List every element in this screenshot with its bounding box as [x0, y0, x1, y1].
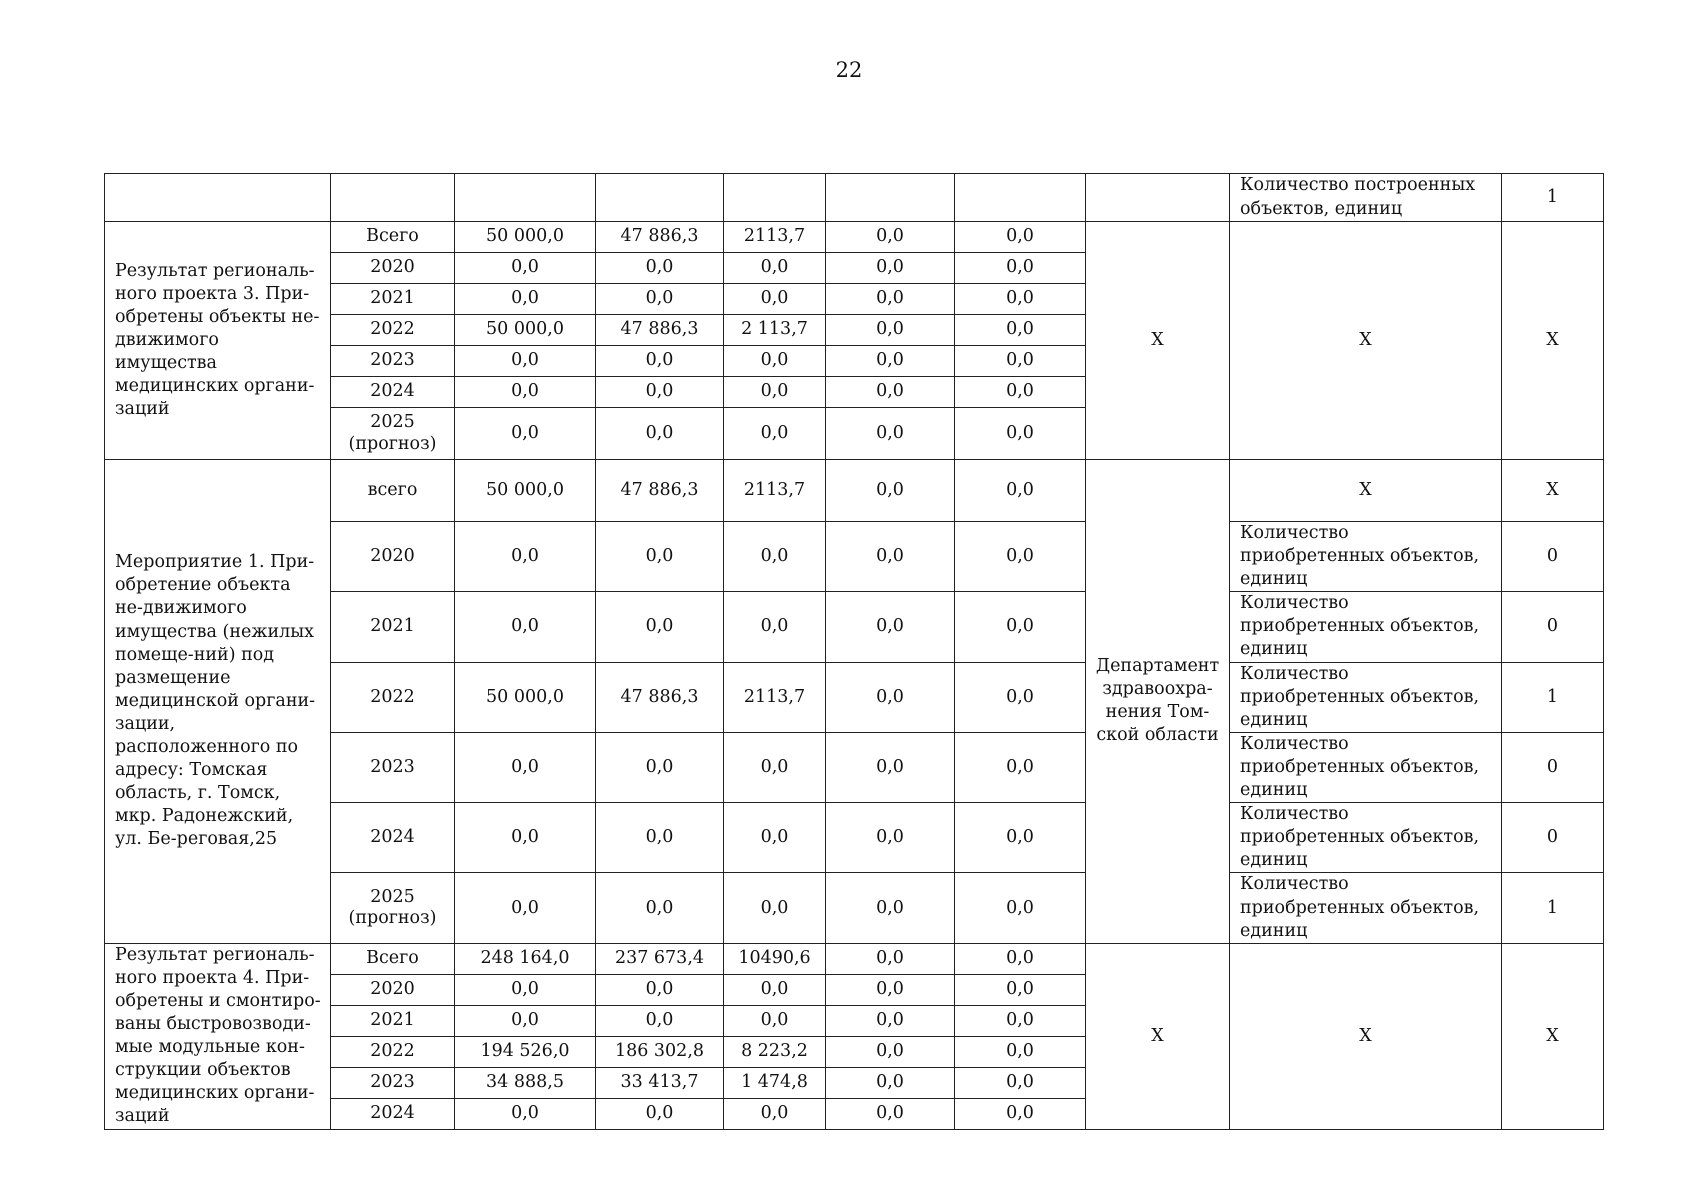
year-cell: 2023	[331, 1067, 455, 1098]
amount-cell: 8 223,2	[724, 1036, 826, 1067]
amount-cell: 0,0	[596, 284, 724, 315]
amount-cell: 0,0	[955, 1098, 1086, 1129]
indicator-cell: Количество приобретенных объектов, единиц	[1230, 592, 1502, 662]
amount-cell: 2 113,7	[724, 315, 826, 346]
amount-cell: 0,0	[826, 943, 955, 974]
indicator-cell: X	[1230, 943, 1502, 1129]
amount-cell: 0,0	[596, 873, 724, 943]
table-row	[105, 460, 1604, 522]
amount-cell: 186 302,8	[596, 1036, 724, 1067]
year-cell: Всего	[331, 943, 455, 974]
amount-cell: 10490,6	[724, 943, 826, 974]
indicator-value-cell: 0	[1502, 803, 1604, 873]
amount-cell: 0,0	[826, 974, 955, 1005]
table-row	[105, 222, 1604, 253]
amount-cell: 0,0	[955, 1036, 1086, 1067]
year-cell: 2020	[331, 522, 455, 592]
amount-cell: 0,0	[826, 1036, 955, 1067]
indicator-cell: X	[1230, 460, 1502, 522]
amount-cell: 0,0	[724, 873, 826, 943]
year-cell: Всего	[331, 222, 455, 253]
year-cell: 2025 (прогноз)	[331, 873, 455, 943]
amount-cell: 0,0	[955, 253, 1086, 284]
amount-cell: 0,0	[955, 732, 1086, 802]
year-cell: 2022	[331, 1036, 455, 1067]
executor-cell: X	[1086, 943, 1230, 1129]
amount-cell: 50 000,0	[455, 222, 596, 253]
amount-cell: 0,0	[455, 873, 596, 943]
amount-cell: 0,0	[955, 315, 1086, 346]
amount-cell: 0,0	[455, 1098, 596, 1129]
year-cell: 2021	[331, 1005, 455, 1036]
amount-cell: 0,0	[596, 377, 724, 408]
year-cell: 2023	[331, 732, 455, 802]
amount-cell: 248 164,0	[455, 943, 596, 974]
amount-cell: 0,0	[724, 1005, 826, 1036]
amount-cell: 0,0	[455, 377, 596, 408]
year-cell: 2023	[331, 346, 455, 377]
amount-cell: 0,0	[955, 222, 1086, 253]
indicator-cell: Количество приобретенных объектов, единиц	[1230, 662, 1502, 732]
empty-cell	[724, 174, 826, 222]
amount-cell: 0,0	[955, 1005, 1086, 1036]
amount-cell: 50 000,0	[455, 315, 596, 346]
amount-cell: 237 673,4	[596, 943, 724, 974]
amount-cell: 0,0	[596, 346, 724, 377]
amount-cell: 0,0	[455, 592, 596, 662]
year-cell: 2021	[331, 284, 455, 315]
amount-cell: 47 886,3	[596, 460, 724, 522]
amount-cell: 0,0	[724, 974, 826, 1005]
empty-cell	[331, 174, 455, 222]
year-cell: 2020	[331, 253, 455, 284]
amount-cell: 47 886,3	[596, 662, 724, 732]
indicator-value-cell: X	[1502, 460, 1604, 522]
amount-cell: 0,0	[955, 522, 1086, 592]
amount-cell: 0,0	[455, 284, 596, 315]
amount-cell: 0,0	[826, 346, 955, 377]
amount-cell: 0,0	[955, 592, 1086, 662]
year-cell: 2024	[331, 1098, 455, 1129]
amount-cell: 0,0	[455, 803, 596, 873]
amount-cell: 0,0	[955, 460, 1086, 522]
amount-cell: 0,0	[826, 732, 955, 802]
amount-cell: 0,0	[455, 408, 596, 460]
amount-cell: 0,0	[826, 1005, 955, 1036]
indicator-value-cell: X	[1502, 943, 1604, 1129]
amount-cell: 0,0	[955, 662, 1086, 732]
year-cell: 2024	[331, 377, 455, 408]
section-description: Результат региональ-ного проекта 3. При-обретены объекты не-движимого имущества медицинских органи-заций	[105, 222, 331, 460]
executor-cell: Департамент здравоохра-нения Том-ской области	[1086, 460, 1230, 944]
year-cell: 2025 (прогноз)	[331, 408, 455, 460]
amount-cell: 0,0	[724, 346, 826, 377]
section-description: Мероприятие 1. При-обретение объекта не-движимого имущества (нежилых помеще-ний) под размещение медицинской органи-зации, расположенного по адресу: Томская область, г. Томск, мкр. Радонежский, ул. Бе-реговая,25	[105, 460, 331, 944]
amount-cell: 0,0	[596, 803, 724, 873]
amount-cell: 0,0	[596, 522, 724, 592]
table-row	[105, 943, 1604, 974]
indicator-cell: Количество приобретенных объектов, единиц	[1230, 732, 1502, 802]
page-number: 22	[835, 58, 863, 82]
amount-cell: 0,0	[826, 1098, 955, 1129]
empty-cell	[455, 174, 596, 222]
amount-cell: 47 886,3	[596, 315, 724, 346]
amount-cell: 50 000,0	[455, 662, 596, 732]
amount-cell: 47 886,3	[596, 222, 724, 253]
empty-cell	[596, 174, 724, 222]
indicator-value-cell: 1	[1502, 662, 1604, 732]
amount-cell: 0,0	[826, 315, 955, 346]
amount-cell: 50 000,0	[455, 460, 596, 522]
amount-cell: 0,0	[724, 522, 826, 592]
indicator-value-cell: 0	[1502, 522, 1604, 592]
indicator-cell: Количество приобретенных объектов, единиц	[1230, 803, 1502, 873]
amount-cell: 0,0	[455, 346, 596, 377]
amount-cell: 0,0	[596, 1098, 724, 1129]
indicator-value-cell: 1	[1502, 174, 1604, 222]
amount-cell: 0,0	[455, 253, 596, 284]
amount-cell: 0,0	[596, 732, 724, 802]
year-cell: 2022	[331, 315, 455, 346]
indicator-cell: Количество приобретенных объектов, единиц	[1230, 873, 1502, 943]
amount-cell: 0,0	[724, 253, 826, 284]
amount-cell: 0,0	[455, 974, 596, 1005]
amount-cell: 0,0	[724, 592, 826, 662]
year-cell: 2021	[331, 592, 455, 662]
table-row	[105, 174, 1604, 222]
year-cell: 2024	[331, 803, 455, 873]
amount-cell: 0,0	[826, 522, 955, 592]
executor-cell: X	[1086, 222, 1230, 460]
amount-cell: 0,0	[724, 1098, 826, 1129]
amount-cell: 0,0	[724, 408, 826, 460]
amount-cell: 0,0	[596, 974, 724, 1005]
amount-cell: 0,0	[724, 732, 826, 802]
amount-cell: 0,0	[455, 522, 596, 592]
amount-cell: 0,0	[826, 284, 955, 315]
indicator-value-cell: 0	[1502, 592, 1604, 662]
year-cell: всего	[331, 460, 455, 522]
empty-cell	[826, 174, 955, 222]
year-cell: 2020	[331, 974, 455, 1005]
amount-cell: 0,0	[596, 592, 724, 662]
amount-cell: 34 888,5	[455, 1067, 596, 1098]
amount-cell: 0,0	[826, 253, 955, 284]
amount-cell: 0,0	[826, 377, 955, 408]
year-cell: 2022	[331, 662, 455, 732]
amount-cell: 0,0	[596, 253, 724, 284]
amount-cell: 0,0	[826, 873, 955, 943]
amount-cell: 0,0	[955, 803, 1086, 873]
amount-cell: 0,0	[955, 873, 1086, 943]
amount-cell: 0,0	[955, 1067, 1086, 1098]
amount-cell: 0,0	[955, 377, 1086, 408]
amount-cell: 0,0	[826, 1067, 955, 1098]
amount-cell: 0,0	[955, 346, 1086, 377]
amount-cell: 0,0	[826, 460, 955, 522]
amount-cell: 0,0	[826, 408, 955, 460]
empty-cell	[1086, 174, 1230, 222]
amount-cell: 0,0	[826, 803, 955, 873]
amount-cell: 0,0	[955, 974, 1086, 1005]
amount-cell: 0,0	[955, 408, 1086, 460]
amount-cell: 0,0	[455, 1005, 596, 1036]
amount-cell: 2113,7	[724, 662, 826, 732]
empty-cell	[955, 174, 1086, 222]
indicator-value-cell: 0	[1502, 732, 1604, 802]
amount-cell: 0,0	[724, 377, 826, 408]
amount-cell: 0,0	[955, 284, 1086, 315]
indicator-value-cell: 1	[1502, 873, 1604, 943]
amount-cell: 0,0	[455, 732, 596, 802]
amount-cell: 0,0	[724, 803, 826, 873]
amount-cell: 0,0	[724, 284, 826, 315]
amount-cell: 2113,7	[724, 460, 826, 522]
indicator-cell: X	[1230, 222, 1502, 460]
amount-cell: 0,0	[596, 1005, 724, 1036]
budget-table	[104, 173, 1604, 1130]
indicator-value-cell: X	[1502, 222, 1604, 460]
amount-cell: 1 474,8	[724, 1067, 826, 1098]
empty-cell	[105, 174, 331, 222]
section-description: Результат региональ-ного проекта 4. При-обретены и смонтиро-ваны быстровозводи-мые модульные кон-струкции объектов медицинских органи-заций	[105, 943, 331, 1129]
amount-cell: 0,0	[596, 408, 724, 460]
amount-cell: 0,0	[826, 222, 955, 253]
amount-cell: 0,0	[826, 592, 955, 662]
amount-cell: 0,0	[826, 662, 955, 732]
indicator-cell: Количество построенных объектов, единиц	[1230, 174, 1502, 222]
amount-cell: 33 413,7	[596, 1067, 724, 1098]
amount-cell: 194 526,0	[455, 1036, 596, 1067]
indicator-cell: Количество приобретенных объектов, единиц	[1230, 522, 1502, 592]
amount-cell: 0,0	[955, 943, 1086, 974]
amount-cell: 2113,7	[724, 222, 826, 253]
